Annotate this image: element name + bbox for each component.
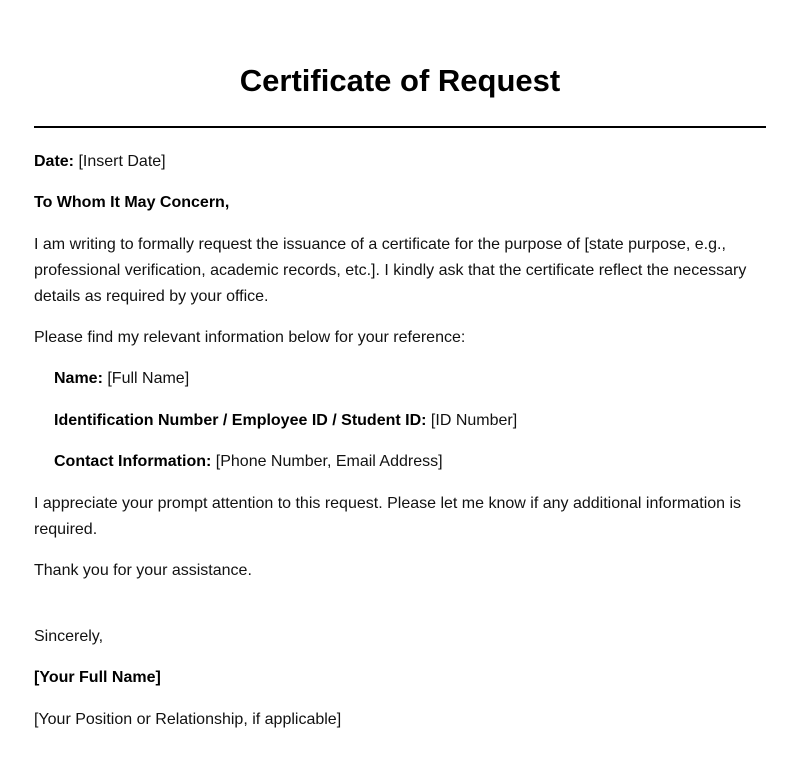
title-divider — [34, 126, 766, 128]
info-value: [Phone Number, Email Address] — [211, 453, 443, 470]
signature-position: [Your Position or Relationship, if applicable] — [34, 711, 342, 728]
info-label: Name: — [54, 370, 103, 387]
date-label: Date: — [34, 153, 75, 170]
paragraph-appreciation: I appreciate your prompt attention to this request. Please let me know if any additional information is required. — [34, 495, 742, 538]
info-label: Identification Number / Employee ID / Student ID: — [54, 412, 427, 429]
signature-name: [Your Full Name] — [34, 669, 161, 686]
info-label: Contact Information: — [54, 453, 212, 470]
salutation: To Whom It May Concern, — [34, 194, 230, 211]
info-item-contact — [54, 449, 766, 475]
document-title: Certificate of Request — [239, 63, 561, 98]
info-value: [ID Number] — [426, 412, 518, 429]
info-value: [Full Name] — [102, 370, 190, 387]
info-item-id — [54, 408, 766, 434]
date-value: [Insert Date] — [74, 153, 166, 170]
paragraph-info-intro: Please find my relevant information below for your reference: — [34, 329, 466, 346]
closing: Sincerely, — [34, 628, 104, 645]
paragraph-request: I am writing to formally request the issuance of a certificate for the purpose of [state purpose, e.g., professional verification, academic records, etc.]. I kindly ask that the certificate reflect the necessary details as required by your office. — [34, 236, 747, 305]
date-line — [34, 149, 766, 175]
info-item-name — [54, 366, 766, 392]
paragraph-thanks: Thank you for your assistance. — [34, 562, 252, 579]
